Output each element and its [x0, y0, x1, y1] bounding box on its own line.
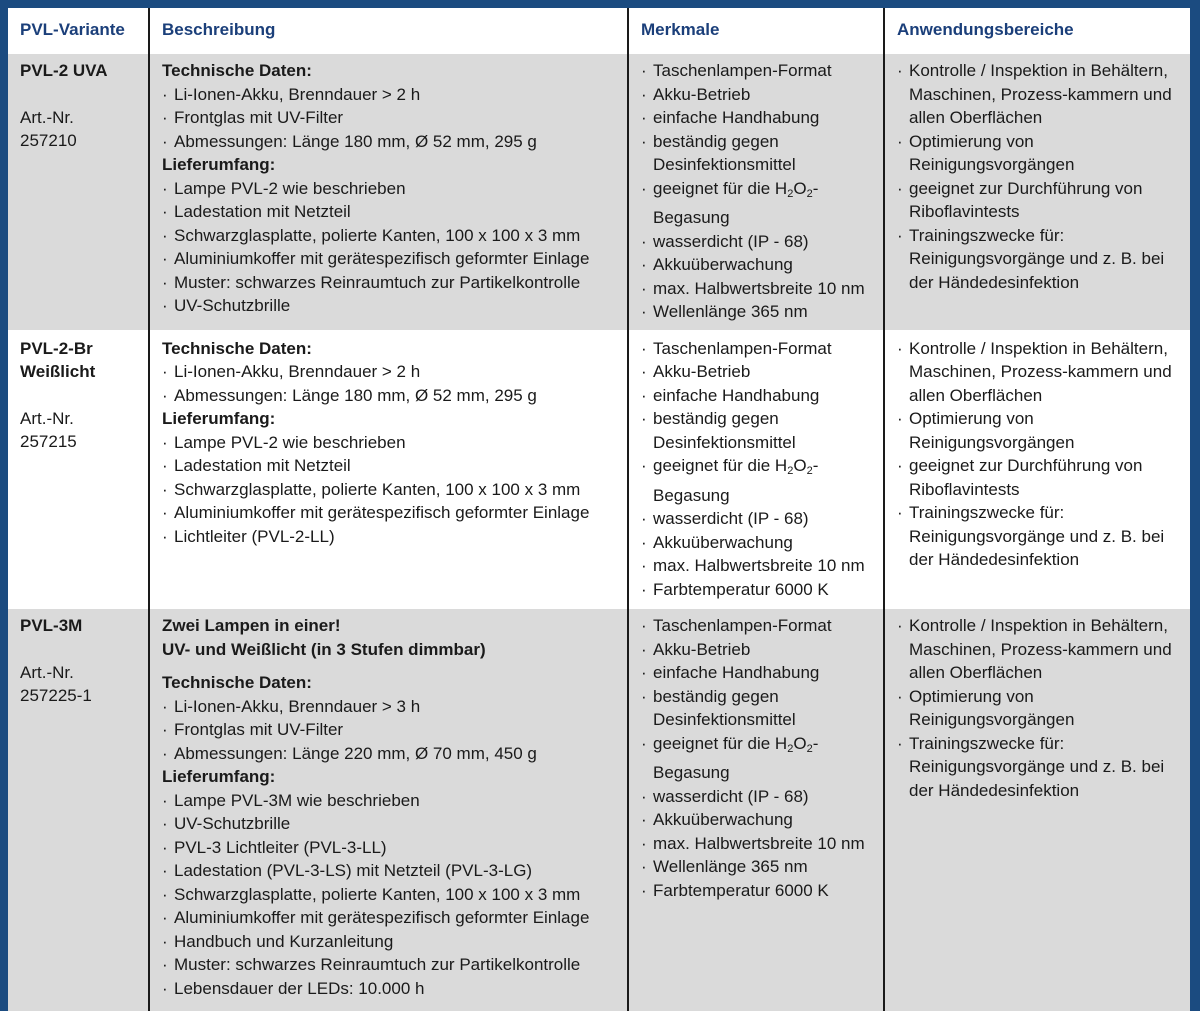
bullet-icon: · [162, 362, 168, 381]
scope-of-delivery-heading: Lieferumfang: [162, 767, 276, 786]
scope-of-delivery-item [162, 906, 621, 930]
bullet-icon: · [641, 302, 647, 321]
item-text: einfache Handhabung [653, 385, 820, 405]
item-text: Kontrolle / Inspektion in Behältern, Maschinen, Prozess-kammern und allen Oberflächen [909, 616, 1172, 682]
technical-data-item [162, 742, 621, 766]
technical-data-item [162, 130, 621, 154]
item-text: Abmessungen: Länge 180 mm, Ø 52 mm, 295 g [174, 385, 537, 405]
table-row [8, 331, 1190, 609]
item-text: Akkuüberwachung [653, 255, 793, 274]
feature-item [641, 360, 877, 384]
feature-item [641, 230, 877, 254]
item-text: Aluminiumkoffer mit gerätespezifisch geformter Einlage [174, 908, 590, 927]
bullet-icon: · [641, 833, 647, 853]
item-text: Handbuch und Kurzanleitung [174, 931, 394, 951]
bullet-icon: · [162, 908, 168, 927]
technical-data-item [162, 695, 621, 719]
item-text: Ladestation mit Netzteil [174, 202, 351, 221]
application-item [897, 407, 1184, 454]
item-text: max. Halbwertsbreite 10 nm [653, 833, 865, 853]
header-variant: PVL-Variante [8, 8, 149, 53]
item-text: Farbtemperatur 6000 K [653, 579, 829, 599]
bullet-icon: · [641, 362, 647, 381]
feature-item [641, 300, 877, 324]
bullet-icon: · [162, 503, 168, 522]
item-text: Aluminiumkoffer mit gerätespezifisch geformter Einlage [174, 503, 590, 522]
feature-item [641, 531, 877, 555]
bullet-icon: · [641, 278, 647, 298]
item-text: beständig gegen Desinfektionsmittel [653, 409, 796, 452]
bullet-icon: · [641, 409, 647, 428]
applications-cell [884, 608, 1190, 1011]
bullet-icon: · [162, 432, 168, 452]
item-text: Lebensdauer der LEDs: 10.000 h [174, 978, 425, 998]
bullet-icon: · [897, 616, 903, 635]
variant-cell [8, 608, 149, 1011]
bullet-icon: · [641, 84, 647, 104]
table-row [8, 53, 1190, 331]
feature-item [641, 83, 877, 107]
bullet-icon: · [641, 663, 647, 682]
description-cell [149, 331, 628, 609]
feature-item [641, 454, 877, 507]
item-text: Lampe PVL-3M wie beschrieben [174, 790, 420, 810]
description-intro: Zwei Lampen in einer! [162, 616, 341, 635]
item-text: max. Halbwertsbreite 10 nm [653, 556, 865, 575]
item-text: geeignet für die $H_2O_2$-Begasung [653, 733, 819, 782]
item-text: Akku-Betrieb [653, 639, 751, 659]
feature-item [641, 638, 877, 662]
item-text: wasserdicht (IP - 68) [653, 786, 809, 806]
bullet-icon: · [162, 202, 168, 221]
bullet-icon: · [641, 456, 647, 475]
item-text: Lampe PVL-2 wie beschrieben [174, 432, 406, 452]
scope-of-delivery-item [162, 200, 621, 224]
bullet-icon: · [641, 556, 647, 575]
bullet-icon: · [897, 338, 903, 358]
application-item [897, 177, 1184, 224]
variant-name: PVL-2 UVA [20, 61, 108, 80]
bullet-icon: · [162, 978, 168, 998]
bullet-icon: · [162, 814, 168, 833]
variant-cell [8, 53, 149, 331]
table-row [8, 608, 1190, 1011]
scope-of-delivery-item [162, 454, 621, 478]
bullet-icon: · [162, 178, 168, 198]
item-text: Muster: schwarzes Reinraumtuch zur Partikelkontrolle [174, 272, 581, 292]
bullet-icon: · [162, 837, 168, 857]
scope-of-delivery-item [162, 789, 621, 813]
item-text: Schwarzglasplatte, polierte Kanten, 100 x 100 x 3 mm [174, 479, 581, 499]
article-number-label: Art.-Nr. [20, 662, 74, 682]
applications-cell [884, 53, 1190, 331]
item-text: Trainingszwecke für: Reinigungsvorgänge und z. B. bei der Händedesinfektion [909, 503, 1165, 569]
item-text: Abmessungen: Länge 220 mm, Ø 70 mm, 450 g [174, 743, 537, 763]
bullet-icon: · [641, 579, 647, 599]
bullet-icon: · [162, 479, 168, 499]
scope-of-delivery-item [162, 859, 621, 883]
application-item [897, 501, 1184, 572]
item-text: Farbtemperatur 6000 K [653, 880, 829, 900]
scope-of-delivery-item [162, 224, 621, 248]
features-cell [628, 53, 884, 331]
article-number-value: 257210 [20, 131, 77, 150]
bullet-icon: · [897, 409, 903, 428]
bullet-icon: · [162, 526, 168, 546]
item-text: Trainingszwecke für: Reinigungsvorgänge und z. B. bei der Händedesinfektion [909, 225, 1165, 292]
features-cell [628, 608, 884, 1011]
feature-item [641, 130, 877, 177]
bullet-icon: · [162, 296, 168, 315]
bullet-icon: · [162, 225, 168, 245]
bullet-icon: · [162, 743, 168, 763]
scope-of-delivery-item [162, 977, 621, 1001]
variant-cell [8, 331, 149, 609]
description-cell [149, 53, 628, 331]
feature-item [641, 106, 877, 130]
item-text: geeignet für die $H_2O_2$-Begasung [653, 178, 819, 227]
item-text: wasserdicht (IP - 68) [653, 509, 809, 528]
item-text: Optimierung von Reinigungsvorgängen [909, 409, 1075, 452]
application-item [897, 224, 1184, 295]
bullet-icon: · [641, 857, 647, 876]
item-text: Abmessungen: Länge 180 mm, Ø 52 mm, 295 g [174, 131, 537, 151]
feature-item [641, 554, 877, 578]
technical-data-heading: Technische Daten: [162, 673, 312, 692]
technical-data-item [162, 384, 621, 408]
bullet-icon: · [897, 686, 903, 706]
bullet-icon: · [641, 686, 647, 706]
item-text: beständig gegen Desinfektionsmittel [653, 686, 796, 729]
item-text: geeignet für die $H_2O_2$-Begasung [653, 456, 819, 505]
scope-of-delivery-item [162, 294, 621, 318]
item-text: UV-Schutzbrille [174, 814, 291, 833]
article-number [20, 407, 142, 454]
spacer [162, 661, 621, 671]
item-text: Li-Ionen-Akku, Brenndauer > 2 h [174, 362, 421, 381]
article-number-label: Art.-Nr. [20, 107, 74, 127]
item-text: Ladestation (PVL-3-LS) mit Netzteil (PVL-3-LG) [174, 861, 533, 880]
bullet-icon: · [641, 733, 647, 753]
header-applications: Anwendungsbereiche [884, 8, 1190, 53]
bullet-icon: · [641, 255, 647, 274]
header-description: Beschreibung [149, 8, 628, 53]
feature-item [641, 732, 877, 785]
application-item [897, 59, 1184, 130]
bullet-icon: · [641, 639, 647, 659]
bullet-icon: · [897, 178, 903, 198]
item-text: PVL-3 Lichtleiter (PVL-3-LL) [174, 837, 387, 857]
bullet-icon: · [641, 810, 647, 829]
scope-of-delivery-item [162, 478, 621, 502]
bullet-icon: · [162, 456, 168, 475]
bullet-icon: · [162, 249, 168, 268]
technical-data-item [162, 106, 621, 130]
header-features: Merkmale [628, 8, 884, 53]
feature-item [641, 277, 877, 301]
scope-of-delivery-item [162, 271, 621, 295]
item-text: Schwarzglasplatte, polierte Kanten, 100 x 100 x 3 mm [174, 884, 581, 904]
item-text: Optimierung von Reinigungsvorgängen [909, 686, 1075, 729]
application-item [897, 130, 1184, 177]
application-item [897, 614, 1184, 685]
feature-item [641, 177, 877, 230]
bullet-icon: · [897, 503, 903, 522]
item-text: Kontrolle / Inspektion in Behältern, Maschinen, Prozess-kammern und allen Oberflächen [909, 338, 1172, 405]
item-text: Schwarzglasplatte, polierte Kanten, 100 x 100 x 3 mm [174, 225, 581, 245]
bullet-icon: · [897, 456, 903, 475]
variant-name: PVL-3M [20, 616, 83, 635]
feature-item [641, 785, 877, 809]
technical-data-item [162, 360, 621, 384]
article-number [20, 661, 142, 708]
bullet-icon: · [162, 861, 168, 880]
features-cell [628, 331, 884, 609]
article-number-label: Art.-Nr. [20, 408, 74, 428]
description-cell [149, 608, 628, 1011]
product-comparison-table [8, 8, 1190, 1011]
technical-data-item [162, 718, 621, 742]
item-text: einfache Handhabung [653, 663, 820, 682]
item-text: Taschenlampen-Format [653, 61, 832, 80]
feature-item [641, 808, 877, 832]
bullet-icon: · [641, 786, 647, 806]
bullet-icon: · [641, 385, 647, 405]
feature-item [641, 661, 877, 685]
item-text: Kontrolle / Inspektion in Behältern, Maschinen, Prozess-kammern und allen Oberflächen [909, 61, 1172, 127]
scope-of-delivery-item [162, 930, 621, 954]
item-text: Lampe PVL-2 wie beschrieben [174, 178, 406, 198]
item-text: Wellenlänge 365 nm [653, 302, 808, 321]
item-text: Akkuüberwachung [653, 810, 793, 829]
item-text: geeignet zur Durchführung von Riboflavintests [909, 456, 1143, 499]
item-text: Taschenlampen-Format [653, 616, 832, 635]
item-text: Akku-Betrieb [653, 84, 751, 104]
feature-item [641, 578, 877, 602]
bullet-icon: · [897, 225, 903, 245]
feature-item [641, 879, 877, 903]
feature-item [641, 855, 877, 879]
item-text: Muster: schwarzes Reinraumtuch zur Partikelkontrolle [174, 955, 581, 974]
bullet-icon: · [897, 61, 903, 80]
feature-item [641, 507, 877, 531]
bullet-icon: · [162, 385, 168, 405]
bullet-icon: · [162, 931, 168, 951]
feature-item [641, 407, 877, 454]
bullet-icon: · [897, 131, 903, 151]
item-text: Wellenlänge 365 nm [653, 857, 808, 876]
technical-data-heading: Technische Daten: [162, 61, 312, 80]
application-item [897, 454, 1184, 501]
bullet-icon: · [641, 61, 647, 80]
bullet-icon: · [641, 231, 647, 251]
product-table-frame [8, 8, 1190, 998]
item-text: Akku-Betrieb [653, 362, 751, 381]
bullet-icon: · [641, 338, 647, 358]
scope-of-delivery-item [162, 836, 621, 860]
item-text: UV-Schutzbrille [174, 296, 291, 315]
scope-of-delivery-item [162, 812, 621, 836]
item-text: Lichtleiter (PVL-2-LL) [174, 526, 335, 546]
feature-item [641, 384, 877, 408]
bullet-icon: · [162, 955, 168, 974]
bullet-icon: · [641, 616, 647, 635]
application-item [897, 732, 1184, 803]
feature-item [641, 685, 877, 732]
feature-item [641, 59, 877, 83]
feature-item [641, 253, 877, 277]
article-number [20, 106, 142, 153]
article-number-value: 257215 [20, 432, 77, 451]
scope-of-delivery-item [162, 525, 621, 549]
bullet-icon: · [641, 108, 647, 127]
scope-of-delivery-item [162, 247, 621, 271]
technical-data-item [162, 83, 621, 107]
header-row [8, 8, 1190, 53]
variant-name: Weißlicht [20, 362, 96, 381]
bullet-icon: · [162, 790, 168, 810]
bullet-icon: · [162, 884, 168, 904]
bullet-icon: · [162, 108, 168, 127]
item-text: Frontglas mit UV-Filter [174, 108, 344, 127]
article-number-value: 257225-1 [20, 686, 92, 705]
item-text: max. Halbwertsbreite 10 nm [653, 278, 865, 298]
item-text: Akkuüberwachung [653, 532, 793, 552]
item-text: wasserdicht (IP - 68) [653, 231, 809, 251]
bullet-icon: · [897, 733, 903, 753]
scope-of-delivery-item [162, 177, 621, 201]
bullet-icon: · [162, 131, 168, 151]
variant-name: PVL-2-Br [20, 338, 93, 358]
bullet-icon: · [641, 509, 647, 528]
bullet-icon: · [641, 131, 647, 151]
item-text: Li-Ionen-Akku, Brenndauer > 3 h [174, 696, 421, 716]
bullet-icon: · [162, 272, 168, 292]
feature-item [641, 832, 877, 856]
applications-cell [884, 331, 1190, 609]
bullet-icon: · [162, 720, 168, 739]
feature-item [641, 614, 877, 638]
application-item [897, 337, 1184, 408]
description-intro: UV- und Weißlicht (in 3 Stufen dimmbar) [162, 639, 486, 659]
feature-item [641, 337, 877, 361]
item-text: Optimierung von Reinigungsvorgängen [909, 131, 1075, 174]
bullet-icon: · [162, 696, 168, 716]
item-text: einfache Handhabung [653, 108, 820, 127]
scope-of-delivery-item [162, 953, 621, 977]
item-text: beständig gegen Desinfektionsmittel [653, 131, 796, 174]
scope-of-delivery-item [162, 501, 621, 525]
scope-of-delivery-item [162, 883, 621, 907]
application-item [897, 685, 1184, 732]
scope-of-delivery-heading: Lieferumfang: [162, 155, 276, 174]
bullet-icon: · [162, 84, 168, 104]
item-text: Taschenlampen-Format [653, 338, 832, 358]
item-text: Frontglas mit UV-Filter [174, 720, 344, 739]
item-text: Aluminiumkoffer mit gerätespezifisch geformter Einlage [174, 249, 590, 268]
scope-of-delivery-heading: Lieferumfang: [162, 409, 276, 428]
bullet-icon: · [641, 880, 647, 900]
item-text: Trainingszwecke für: Reinigungsvorgänge und z. B. bei der Händedesinfektion [909, 733, 1165, 800]
bullet-icon: · [641, 532, 647, 552]
scope-of-delivery-item [162, 431, 621, 455]
item-text: Li-Ionen-Akku, Brenndauer > 2 h [174, 84, 421, 104]
item-text: geeignet zur Durchführung von Riboflavintests [909, 178, 1143, 221]
bullet-icon: · [641, 178, 647, 198]
item-text: Ladestation mit Netzteil [174, 456, 351, 475]
technical-data-heading: Technische Daten: [162, 338, 312, 358]
